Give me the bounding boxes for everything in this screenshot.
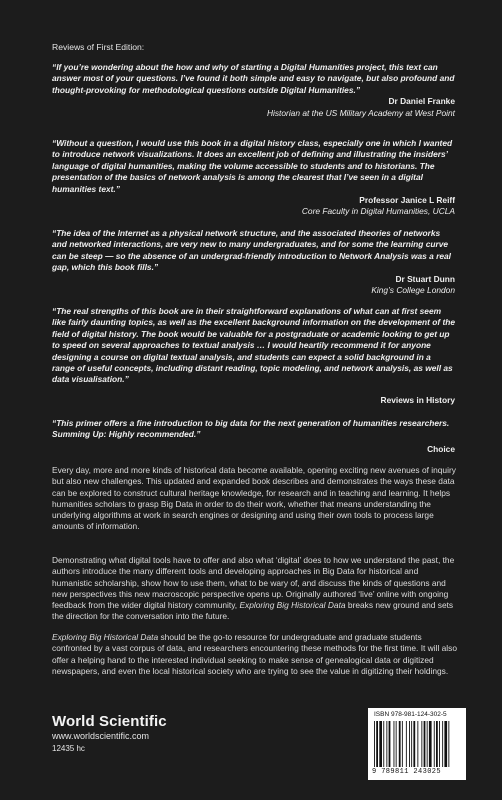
review-attribution	[52, 274, 455, 297]
publisher-block	[52, 713, 167, 753]
paragraph-text: should be the go-to resource for undergraduate and graduate students confronted by a vast corpus of data, and researchers encountering these methods for the first time. It will also offer a helping hand to the interested individual seeking to make sense of genealogical data or digitized newspapers, and even the local historical society who are trying to see the value in digitizing their holdings.	[52, 632, 458, 676]
review-quote: “Without a question, I would use this book in a digital history class, especially one in which I wanted to introduce network visualizations. It does an excellent job of defining and illustrating the insiders’ language of digital humanities, making the volume accessible to students and to historians. The presentation of the basics of network analysis is among the clearest that I’ve seen in a digital humanities text.”	[52, 138, 453, 194]
review-choice	[52, 418, 455, 455]
book-title: Exploring Big Historical Data	[52, 632, 159, 642]
description-paragraph-1: Every day, more and more kinds of historical data become available, opening exciting new avenues of inquiry but also new challenges. This updated and expanded book describes and demonstrates the ways these data can be explored to construct cultural heritage knowledge, for research and in teaching and learning. It helps humanities scholars to grasp Big Data in order to do their work, whether that means understanding the underlying algorithms at work in search engines or designing and using their own tools to process large amounts of information.	[52, 465, 456, 532]
paragraph-text: breaks new ground and sets the direction for the conversation into the future.	[52, 600, 454, 622]
review-quote: “The idea of the Internet as a physical network structure, and the associated theories of networks and networked interactions, are very new to many undergraduates, and for some the learning curve can be steep — so the absence of an undergrad-friendly introduction to Network Analysis was a real gap, which this book fills.”	[52, 228, 451, 273]
review-attribution	[52, 444, 455, 455]
barcode-digits: 9 789811 243025	[372, 768, 442, 776]
reviewer-name: Choice	[427, 443, 455, 454]
description-paragraph-2	[52, 555, 458, 623]
reviewer-name: Dr Stuart Dunn	[395, 273, 455, 284]
review-attribution	[52, 395, 455, 406]
review-reiff	[52, 138, 455, 218]
review-quote: “This primer offers a fine introduction to big data for the next generation of humanities researchers. Summing Up: Highly recommended.”	[52, 418, 450, 440]
paragraph-text: Demonstrating what digital tools have to offer and also what ‘digital’ does to how we understand the past, the authors introduce the many different tools and developing approaches in Big Data for historical and humanistic scholarship, show how to use them, what to be wary of, and discuss the kinds of questions and new perspectives this new macroscopic perspective opens up. Originally authored ‘live’ online with ongoing feedback from the wider digital history community,	[52, 555, 455, 611]
reviewer-name: Professor Janice L Reiff	[359, 195, 455, 206]
book-title: Exploring Big Historical Data	[239, 600, 346, 611]
review-quote: “The real strengths of this book are in their straightforward explanations of what can at first seem like fairly daunting topics, as well as the excellent background information on the development of the field of digital history. The book would be valuable for a postgraduate or academic looking to get up to speed on several approaches to textual analysis … I would heartily recommend it for anyone designing a course on digital textual analysis, and students can expect a solid background in a range of useful concepts, including distant reading, topic modeling, and network analysis, as well as data visualisation.”	[52, 306, 456, 385]
review-quote: “If you’re wondering about the how and why of starting a Digital Humanities project, this text can answer most of your questions. I’ve found it both simple and easy to navigate, but also profound and thought-provoking for methodological questions outside Digital Humanities.”	[52, 62, 455, 95]
isbn-barcode	[368, 708, 466, 780]
catalog-code: 12435 hc	[52, 744, 85, 753]
publisher-name: World Scientific	[52, 713, 167, 730]
description-paragraph-3	[52, 632, 458, 677]
barcode-icon	[374, 721, 460, 767]
review-attribution	[52, 195, 455, 218]
publisher-url: www.worldscientific.com	[52, 731, 150, 741]
reviewer-affiliation: King’s College London	[371, 285, 455, 296]
review-attribution	[52, 96, 455, 119]
reviews-heading: Reviews of First Edition:	[52, 42, 145, 52]
review-reviews-in-history	[52, 306, 455, 406]
reviewer-affiliation: Core Faculty in Digital Humanities, UCLA	[301, 206, 455, 217]
review-dunn	[52, 228, 455, 296]
isbn-text: ISBN 978-981-124-302-5	[374, 711, 447, 718]
review-franke	[52, 62, 455, 119]
reviewer-name: Reviews in History	[380, 394, 455, 405]
reviewer-affiliation: Historian at the US Military Academy at West Point	[266, 107, 455, 118]
reviewer-name: Dr Daniel Franke	[388, 96, 455, 107]
